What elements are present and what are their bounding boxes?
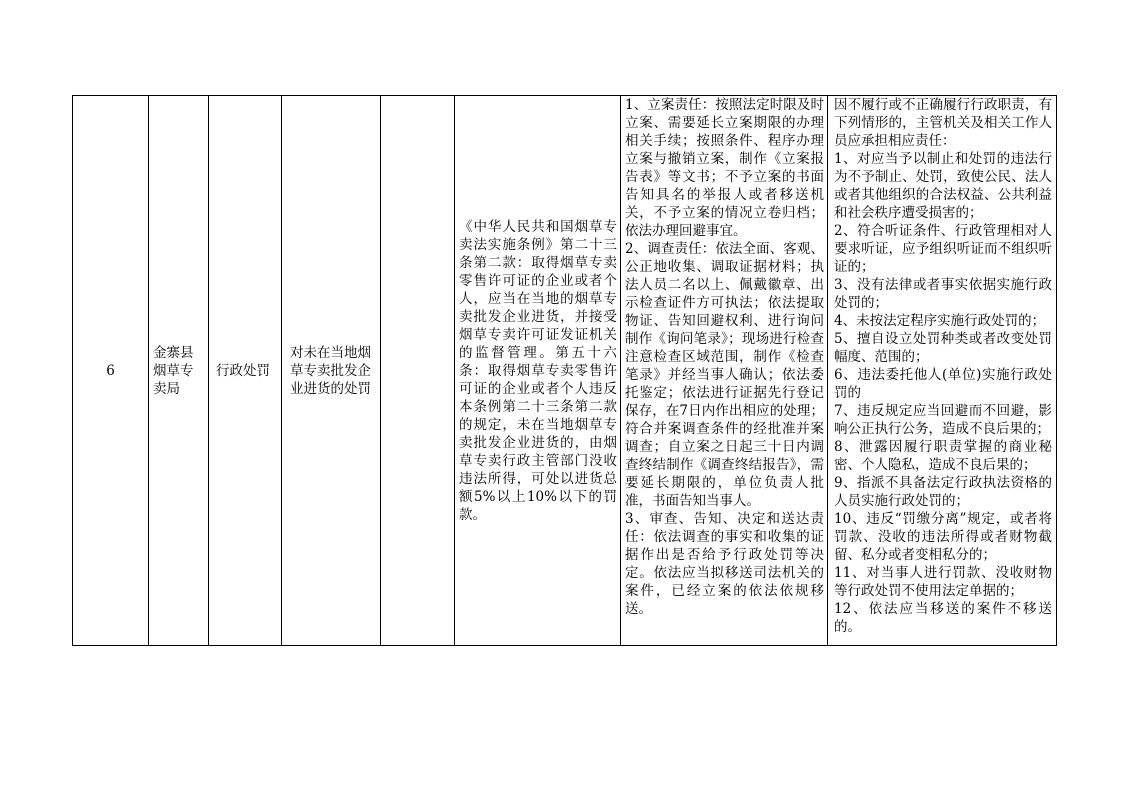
accountability-paragraph: 5、擅自设立处罚种类或者改变处罚幅度、范围的； [834, 331, 1052, 365]
accountability-paragraph: 3、没有法律或者事实依据实施行政处罚的； [834, 277, 1052, 311]
power-item-name: 对未在当地烟草专卖批发企业进货的处罚 [290, 344, 371, 397]
table-row [73, 96, 1057, 646]
accountability-paragraph: 8、泄露因履行职责掌握的商业秘密、个人隐私，造成不良后果的； [834, 439, 1052, 473]
accountability-paragraph: 10、违反“罚缴分离”规定，或者将罚款、没收的违法所得或者财物截留、私分或者变相私分的； [834, 511, 1052, 563]
row-number: 6 [106, 362, 115, 379]
accountability-paragraph: 7、违反规定应当回避而不回避，影响公正执行公务，造成不良后果的； [834, 403, 1052, 437]
responsibility-paragraph: 1、立案责任：按照法定时限及时立案、需要延长立案期限的办理相关手续；按照条件、程序办理立案与撤销立案，制作《立案报告表》等文书；不予立案的书面告知具名的举报人或者移送机关，不予立案的情况立卷归档； 依法办理回避事宜。 [625, 97, 824, 239]
accountability-paragraph: 6、违法委托他人(单位)实施行政处罚的 [834, 367, 1052, 401]
accountability-content [828, 96, 1056, 645]
accountability-paragraph: 因不履行或不正确履行行政职责，有下列情形的，主管机关及相关工作人员应承担相应责任： [834, 97, 1052, 149]
power-item-cell [282, 96, 381, 646]
sub-item-cell [381, 96, 455, 646]
accountability-paragraph: 2、符合听证条件、行政管理相对人要求听证，应予组织听证而不组织听证的； [834, 223, 1052, 275]
responsibility-cell [621, 96, 828, 646]
responsibility-paragraph: 2、调查责任：依法全面、客观、公正地收集、调取证据材料；执法人员二名以上、佩戴徽章、出示检查证件方可执法；依法提取物证、告知回避权利、进行询问制作《询问笔录》；现场进行检查注意检查区域范围，制作《检查笔录》并经当事人确认；依法委托鉴定；依法进行证据先行登记保存，在7日内作出相应的处理；符合并案调查条件的经批准并案调查；自立案之日起三十日内调查终结制作《调查终结报告》，需要延长期限的，单位负责人批准，书面告知当事人。 [625, 241, 824, 509]
accountability-paragraph: 9、指派不具备法定行政执法资格的人员实施行政处罚的； [834, 475, 1052, 509]
accountability-cell [828, 96, 1057, 646]
power-type-cell [209, 96, 282, 646]
legal-basis-text: 《中华人民共和国烟草专卖法实施条例》第二十三条第二款：取得烟草专卖零售许可证的企业或者个人，应当在当地的烟草专卖批发企业进货，并接受烟草专卖许可证发证机关的监督管理。第五十六条：取得烟草专卖零售许可证的企业或者个人违反本条例第二十三条第二款的规定，未在当地烟草专卖批发企业进货的，由烟草专卖行政主管部门没收违法所得，可处以进货总额5%以上10%以下的罚款。 [459, 218, 617, 523]
responsibility-paragraph: 3、审查、告知、决定和送达责任：依法调查的事实和收集的证据作出是否给予行政处罚等决定。依法应当拟移送司法机关的案件，已经立案的依法依规移送。 [625, 511, 824, 617]
accountability-paragraph: 4、未按法定程序实施行政处罚的； [834, 313, 1046, 329]
department-cell [149, 96, 209, 646]
responsibility-content [621, 96, 827, 645]
power-list-table [72, 95, 1057, 646]
accountability-paragraph: 11、对当事人进行罚款、没收财物等行政处罚不使用法定单据的； [834, 565, 1052, 599]
department-name: 金寨县烟草专卖局 [153, 344, 194, 397]
legal-basis-cell [455, 96, 621, 646]
accountability-paragraph: 1、对应当予以制止和处罚的违法行为不予制止、处罚，致使公民、法人或者其他组织的合法权益、公共利益和社会秩序遭受损害的； [834, 151, 1052, 221]
accountability-paragraph: 12、依法应当移送的案件不移送的。 [834, 601, 1052, 635]
row-number-cell [73, 96, 149, 646]
power-type: 行政处罚 [216, 362, 270, 379]
